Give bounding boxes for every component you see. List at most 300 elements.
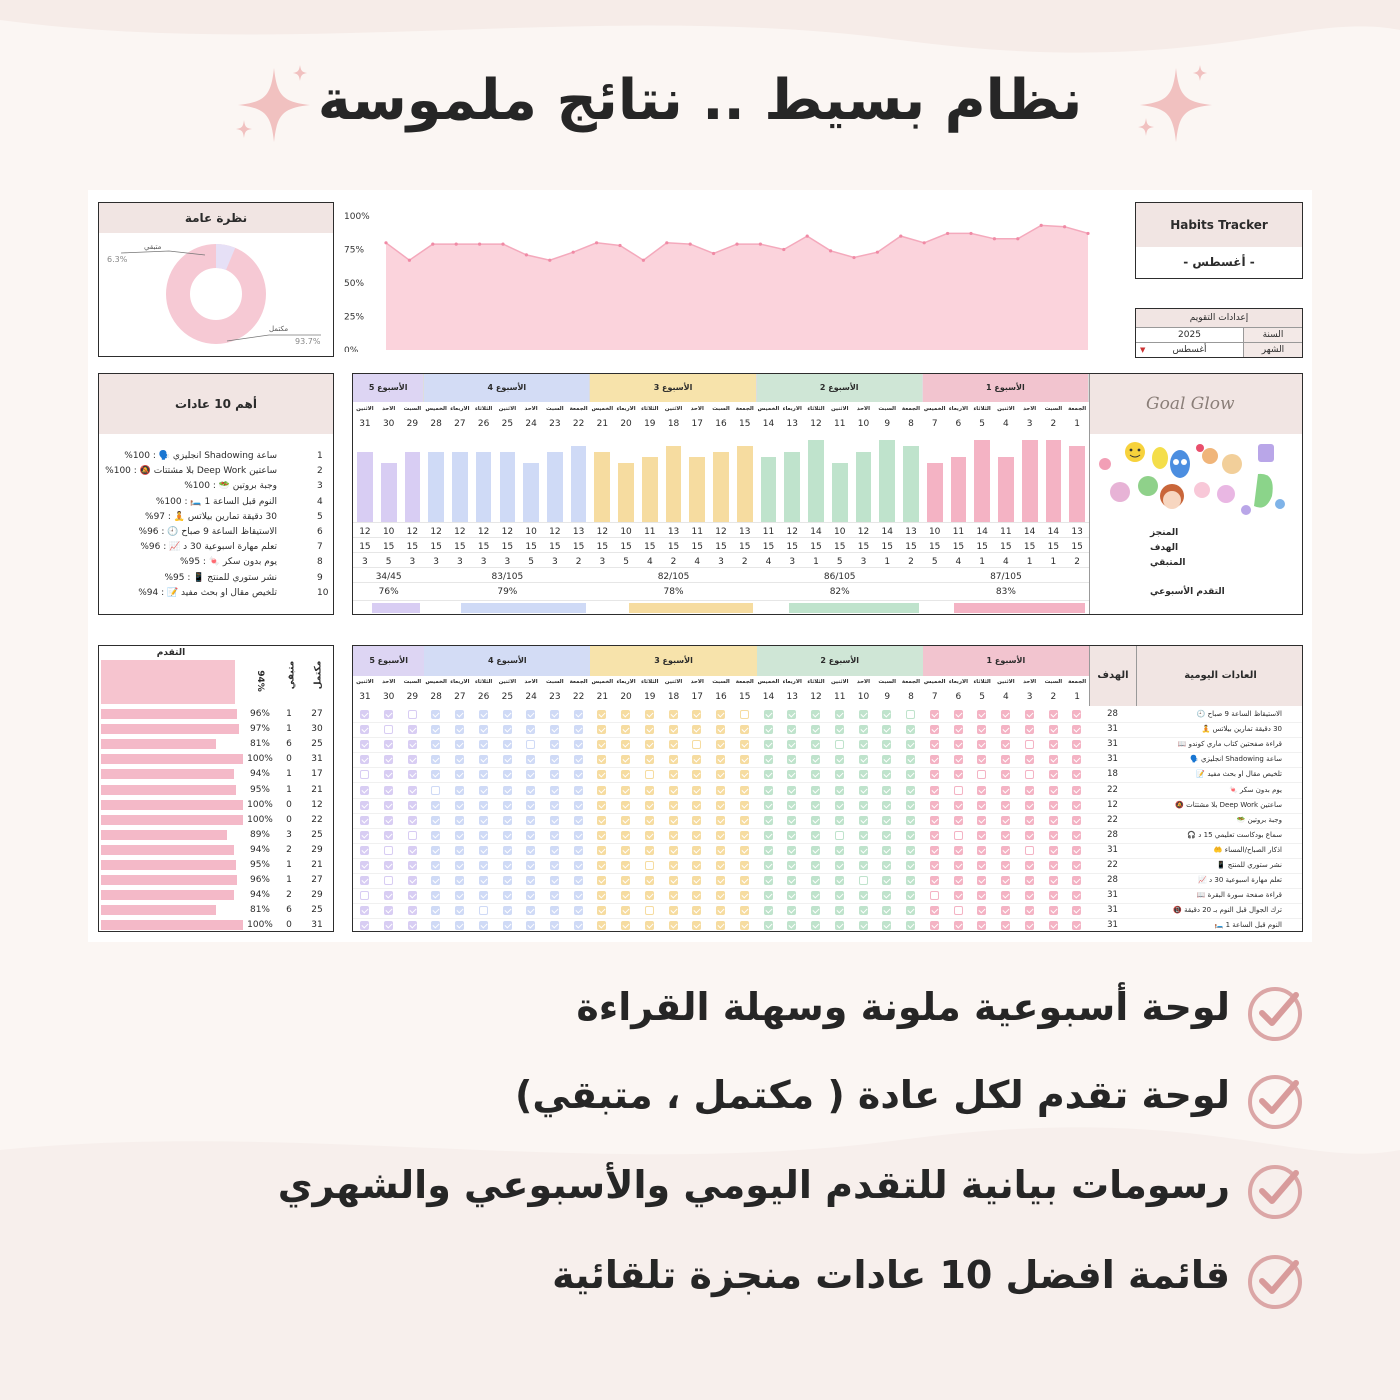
habit-checkbox[interactable] [977, 740, 986, 749]
habit-checkbox[interactable] [977, 861, 986, 870]
habit-checkbox[interactable] [621, 786, 630, 795]
habit-checkbox[interactable] [597, 740, 606, 749]
habit-checkbox[interactable] [455, 770, 464, 779]
habit-checkbox[interactable] [384, 876, 393, 885]
habit-checkbox[interactable] [977, 801, 986, 810]
habit-checkbox[interactable] [574, 786, 583, 795]
habit-checkbox[interactable] [526, 816, 535, 825]
habit-checkbox[interactable] [977, 906, 986, 915]
habit-checkbox[interactable] [930, 876, 939, 885]
habit-checkbox[interactable] [479, 831, 488, 840]
habit-checkbox[interactable] [384, 861, 393, 870]
habit-checkbox[interactable] [550, 755, 559, 764]
habit-checkbox[interactable] [408, 846, 417, 855]
habit-checkbox[interactable] [408, 786, 417, 795]
habit-checkbox[interactable] [811, 906, 820, 915]
habit-checkbox[interactable] [692, 861, 701, 870]
habit-checkbox[interactable] [1072, 816, 1081, 825]
habit-checkbox[interactable] [621, 846, 630, 855]
habit-checkbox[interactable] [811, 740, 820, 749]
habit-checkbox[interactable] [384, 831, 393, 840]
habit-checkbox[interactable] [930, 770, 939, 779]
habit-checkbox[interactable] [740, 770, 749, 779]
habit-checkbox[interactable] [621, 770, 630, 779]
habit-checkbox[interactable] [764, 755, 773, 764]
habit-checkbox[interactable] [1049, 710, 1058, 719]
habit-checkbox[interactable] [859, 921, 868, 930]
habit-checkbox[interactable] [479, 786, 488, 795]
habit-checkbox[interactable] [550, 831, 559, 840]
habit-checkbox[interactable] [597, 816, 606, 825]
habit-checkbox[interactable] [764, 725, 773, 734]
habit-checkbox[interactable] [692, 770, 701, 779]
habit-checkbox[interactable] [787, 921, 796, 930]
habit-checkbox[interactable] [503, 740, 512, 749]
habit-checkbox[interactable] [716, 801, 725, 810]
habit-checkbox[interactable] [692, 831, 701, 840]
habit-checkbox[interactable] [1072, 876, 1081, 885]
habit-checkbox[interactable] [669, 846, 678, 855]
habit-checkbox[interactable] [669, 831, 678, 840]
habit-checkbox[interactable] [859, 740, 868, 749]
habit-checkbox[interactable] [692, 725, 701, 734]
habit-checkbox[interactable] [621, 801, 630, 810]
habit-checkbox[interactable] [764, 891, 773, 900]
habit-checkbox[interactable] [669, 725, 678, 734]
habit-checkbox[interactable] [1025, 846, 1034, 855]
habit-checkbox[interactable] [1025, 801, 1034, 810]
habit-checkbox[interactable] [692, 816, 701, 825]
habit-checkbox[interactable] [882, 891, 891, 900]
habit-checkbox[interactable] [764, 876, 773, 885]
habit-checkbox[interactable] [906, 831, 915, 840]
habit-checkbox[interactable] [835, 786, 844, 795]
habit-checkbox[interactable] [930, 921, 939, 930]
habit-checkbox[interactable] [408, 831, 417, 840]
habit-checkbox[interactable] [597, 831, 606, 840]
habit-checkbox[interactable] [384, 710, 393, 719]
habit-checkbox[interactable] [526, 770, 535, 779]
habit-checkbox[interactable] [645, 861, 654, 870]
habit-checkbox[interactable] [669, 921, 678, 930]
habit-checkbox[interactable] [716, 710, 725, 719]
habit-checkbox[interactable] [526, 906, 535, 915]
habit-checkbox[interactable] [1001, 816, 1010, 825]
habit-checkbox[interactable] [859, 846, 868, 855]
habit-checkbox[interactable] [692, 786, 701, 795]
habit-checkbox[interactable] [479, 876, 488, 885]
habit-checkbox[interactable] [977, 755, 986, 764]
habit-checkbox[interactable] [764, 831, 773, 840]
habit-checkbox[interactable] [574, 906, 583, 915]
habit-checkbox[interactable] [597, 861, 606, 870]
habit-checkbox[interactable] [1072, 786, 1081, 795]
habit-checkbox[interactable] [645, 740, 654, 749]
habit-checkbox[interactable] [431, 770, 440, 779]
habit-checkbox[interactable] [835, 770, 844, 779]
habit-checkbox[interactable] [669, 891, 678, 900]
habit-checkbox[interactable] [977, 846, 986, 855]
habit-checkbox[interactable] [740, 725, 749, 734]
habit-checkbox[interactable] [526, 710, 535, 719]
habit-checkbox[interactable] [360, 770, 369, 779]
habit-checkbox[interactable] [479, 861, 488, 870]
habit-checkbox[interactable] [835, 906, 844, 915]
habit-checkbox[interactable] [574, 831, 583, 840]
habit-checkbox[interactable] [835, 755, 844, 764]
habit-checkbox[interactable] [859, 861, 868, 870]
habit-checkbox[interactable] [384, 801, 393, 810]
habit-checkbox[interactable] [764, 740, 773, 749]
habit-checkbox[interactable] [597, 725, 606, 734]
habit-checkbox[interactable] [835, 816, 844, 825]
habit-checkbox[interactable] [408, 710, 417, 719]
habit-checkbox[interactable] [479, 755, 488, 764]
habit-checkbox[interactable] [1049, 740, 1058, 749]
habit-checkbox[interactable] [1001, 710, 1010, 719]
habit-checkbox[interactable] [835, 725, 844, 734]
habit-checkbox[interactable] [431, 786, 440, 795]
habit-checkbox[interactable] [716, 876, 725, 885]
habit-checkbox[interactable] [431, 801, 440, 810]
habit-checkbox[interactable] [574, 740, 583, 749]
habit-checkbox[interactable] [360, 846, 369, 855]
habit-checkbox[interactable] [621, 921, 630, 930]
habit-checkbox[interactable] [645, 891, 654, 900]
habit-checkbox[interactable] [408, 770, 417, 779]
habit-checkbox[interactable] [526, 725, 535, 734]
habit-checkbox[interactable] [384, 725, 393, 734]
habit-checkbox[interactable] [787, 891, 796, 900]
habit-checkbox[interactable] [574, 861, 583, 870]
habit-checkbox[interactable] [455, 861, 464, 870]
habit-checkbox[interactable] [1001, 846, 1010, 855]
habit-checkbox[interactable] [384, 786, 393, 795]
habit-checkbox[interactable] [1049, 921, 1058, 930]
habit-checkbox[interactable] [574, 755, 583, 764]
habit-checkbox[interactable] [787, 725, 796, 734]
habit-checkbox[interactable] [574, 921, 583, 930]
habit-checkbox[interactable] [716, 906, 725, 915]
habit-checkbox[interactable] [692, 710, 701, 719]
habit-checkbox[interactable] [384, 755, 393, 764]
habit-checkbox[interactable] [384, 891, 393, 900]
habit-checkbox[interactable] [1049, 725, 1058, 734]
habit-checkbox[interactable] [954, 770, 963, 779]
habit-checkbox[interactable] [455, 876, 464, 885]
habit-checkbox[interactable] [716, 861, 725, 870]
habit-checkbox[interactable] [906, 755, 915, 764]
habit-checkbox[interactable] [550, 846, 559, 855]
habit-checkbox[interactable] [930, 816, 939, 825]
habit-checkbox[interactable] [882, 906, 891, 915]
habit-checkbox[interactable] [977, 710, 986, 719]
habit-checkbox[interactable] [977, 876, 986, 885]
habit-checkbox[interactable] [811, 861, 820, 870]
habit-checkbox[interactable] [954, 710, 963, 719]
habit-checkbox[interactable] [455, 846, 464, 855]
habit-checkbox[interactable] [621, 710, 630, 719]
habit-checkbox[interactable] [1049, 906, 1058, 915]
habit-checkbox[interactable] [550, 891, 559, 900]
habit-checkbox[interactable] [574, 816, 583, 825]
habit-checkbox[interactable] [384, 770, 393, 779]
habit-checkbox[interactable] [431, 876, 440, 885]
habit-checkbox[interactable] [882, 816, 891, 825]
habit-checkbox[interactable] [431, 861, 440, 870]
habit-checkbox[interactable] [550, 725, 559, 734]
habit-checkbox[interactable] [740, 846, 749, 855]
habit-checkbox[interactable] [740, 891, 749, 900]
habit-checkbox[interactable] [503, 816, 512, 825]
habit-checkbox[interactable] [1049, 831, 1058, 840]
habit-checkbox[interactable] [1025, 725, 1034, 734]
habit-checkbox[interactable] [716, 846, 725, 855]
habit-checkbox[interactable] [360, 755, 369, 764]
habit-checkbox[interactable] [811, 710, 820, 719]
habit-checkbox[interactable] [597, 846, 606, 855]
chevron-down-icon[interactable]: ▼ [1140, 346, 1146, 354]
habit-checkbox[interactable] [954, 755, 963, 764]
habit-checkbox[interactable] [669, 861, 678, 870]
habit-checkbox[interactable] [408, 906, 417, 915]
habit-checkbox[interactable] [455, 816, 464, 825]
habit-checkbox[interactable] [1001, 786, 1010, 795]
habit-checkbox[interactable] [930, 891, 939, 900]
habit-checkbox[interactable] [954, 786, 963, 795]
habit-checkbox[interactable] [906, 740, 915, 749]
habit-checkbox[interactable] [787, 816, 796, 825]
habit-checkbox[interactable] [503, 846, 512, 855]
habit-checkbox[interactable] [1072, 861, 1081, 870]
habit-checkbox[interactable] [882, 846, 891, 855]
habit-checkbox[interactable] [882, 921, 891, 930]
habit-checkbox[interactable] [503, 755, 512, 764]
habit-checkbox[interactable] [977, 831, 986, 840]
habit-checkbox[interactable] [550, 801, 559, 810]
habit-checkbox[interactable] [526, 801, 535, 810]
habit-checkbox[interactable] [645, 755, 654, 764]
habit-checkbox[interactable] [764, 770, 773, 779]
habit-checkbox[interactable] [1025, 906, 1034, 915]
habit-checkbox[interactable] [431, 816, 440, 825]
habit-checkbox[interactable] [503, 801, 512, 810]
habit-checkbox[interactable] [1001, 831, 1010, 840]
habit-checkbox[interactable] [740, 801, 749, 810]
habit-checkbox[interactable] [930, 740, 939, 749]
habit-checkbox[interactable] [787, 831, 796, 840]
habit-checkbox[interactable] [503, 786, 512, 795]
habit-checkbox[interactable] [645, 876, 654, 885]
habit-checkbox[interactable] [811, 816, 820, 825]
habit-checkbox[interactable] [835, 740, 844, 749]
habit-checkbox[interactable] [692, 891, 701, 900]
habit-checkbox[interactable] [645, 770, 654, 779]
habit-checkbox[interactable] [740, 740, 749, 749]
habit-checkbox[interactable] [977, 725, 986, 734]
habit-checkbox[interactable] [930, 801, 939, 810]
habit-checkbox[interactable] [882, 725, 891, 734]
habit-checkbox[interactable] [550, 770, 559, 779]
habit-checkbox[interactable] [669, 755, 678, 764]
habit-checkbox[interactable] [645, 921, 654, 930]
habit-checkbox[interactable] [859, 710, 868, 719]
habit-checkbox[interactable] [408, 861, 417, 870]
habit-checkbox[interactable] [954, 816, 963, 825]
habit-checkbox[interactable] [574, 876, 583, 885]
habit-checkbox[interactable] [526, 891, 535, 900]
habit-checkbox[interactable] [859, 906, 868, 915]
habit-checkbox[interactable] [645, 831, 654, 840]
habit-checkbox[interactable] [408, 725, 417, 734]
habit-checkbox[interactable] [692, 740, 701, 749]
habit-checkbox[interactable] [764, 710, 773, 719]
habit-checkbox[interactable] [479, 710, 488, 719]
habit-checkbox[interactable] [408, 891, 417, 900]
habit-checkbox[interactable] [859, 786, 868, 795]
habit-checkbox[interactable] [1025, 876, 1034, 885]
habit-checkbox[interactable] [1049, 770, 1058, 779]
habit-checkbox[interactable] [954, 906, 963, 915]
habit-checkbox[interactable] [1072, 740, 1081, 749]
habit-checkbox[interactable] [574, 770, 583, 779]
habit-checkbox[interactable] [621, 861, 630, 870]
habit-checkbox[interactable] [835, 801, 844, 810]
habit-checkbox[interactable] [954, 891, 963, 900]
habit-checkbox[interactable] [930, 786, 939, 795]
habit-checkbox[interactable] [479, 891, 488, 900]
habit-checkbox[interactable] [1072, 801, 1081, 810]
habit-checkbox[interactable] [645, 906, 654, 915]
habit-checkbox[interactable] [597, 710, 606, 719]
habit-checkbox[interactable] [1072, 710, 1081, 719]
habit-checkbox[interactable] [882, 876, 891, 885]
habit-checkbox[interactable] [716, 740, 725, 749]
habit-checkbox[interactable] [1049, 801, 1058, 810]
habit-checkbox[interactable] [811, 876, 820, 885]
habit-checkbox[interactable] [716, 816, 725, 825]
habit-checkbox[interactable] [1025, 861, 1034, 870]
habit-checkbox[interactable] [716, 921, 725, 930]
habit-checkbox[interactable] [621, 891, 630, 900]
habit-checkbox[interactable] [526, 861, 535, 870]
habit-checkbox[interactable] [835, 846, 844, 855]
habit-checkbox[interactable] [360, 786, 369, 795]
habit-checkbox[interactable] [882, 801, 891, 810]
habit-checkbox[interactable] [906, 816, 915, 825]
habit-checkbox[interactable] [1049, 861, 1058, 870]
habit-checkbox[interactable] [384, 906, 393, 915]
habit-checkbox[interactable] [930, 755, 939, 764]
habit-checkbox[interactable] [1072, 906, 1081, 915]
habit-checkbox[interactable] [740, 861, 749, 870]
habit-checkbox[interactable] [479, 921, 488, 930]
habit-checkbox[interactable] [811, 770, 820, 779]
habit-checkbox[interactable] [716, 786, 725, 795]
habit-checkbox[interactable] [882, 710, 891, 719]
habit-checkbox[interactable] [360, 801, 369, 810]
habit-checkbox[interactable] [882, 831, 891, 840]
habit-checkbox[interactable] [597, 921, 606, 930]
habit-checkbox[interactable] [550, 876, 559, 885]
habit-checkbox[interactable] [645, 786, 654, 795]
habit-checkbox[interactable] [408, 816, 417, 825]
habit-checkbox[interactable] [503, 710, 512, 719]
habit-checkbox[interactable] [597, 906, 606, 915]
habit-checkbox[interactable] [431, 755, 440, 764]
habit-checkbox[interactable] [882, 786, 891, 795]
habit-checkbox[interactable] [550, 816, 559, 825]
habit-checkbox[interactable] [621, 755, 630, 764]
habit-checkbox[interactable] [764, 846, 773, 855]
habit-checkbox[interactable] [859, 801, 868, 810]
habit-checkbox[interactable] [859, 755, 868, 764]
habit-checkbox[interactable] [503, 906, 512, 915]
habit-checkbox[interactable] [408, 755, 417, 764]
habit-checkbox[interactable] [1072, 725, 1081, 734]
habit-checkbox[interactable] [811, 801, 820, 810]
habit-checkbox[interactable] [550, 786, 559, 795]
habit-checkbox[interactable] [692, 801, 701, 810]
habit-checkbox[interactable] [954, 921, 963, 930]
habit-checkbox[interactable] [859, 725, 868, 734]
habit-checkbox[interactable] [503, 725, 512, 734]
habit-checkbox[interactable] [1001, 861, 1010, 870]
habit-checkbox[interactable] [621, 740, 630, 749]
habit-checkbox[interactable] [764, 921, 773, 930]
habit-checkbox[interactable] [764, 861, 773, 870]
habit-checkbox[interactable] [906, 921, 915, 930]
habit-checkbox[interactable] [835, 710, 844, 719]
habit-checkbox[interactable] [574, 891, 583, 900]
habit-checkbox[interactable] [360, 710, 369, 719]
habit-checkbox[interactable] [977, 816, 986, 825]
habit-checkbox[interactable] [455, 831, 464, 840]
habit-checkbox[interactable] [431, 846, 440, 855]
habit-checkbox[interactable] [954, 876, 963, 885]
habit-checkbox[interactable] [431, 710, 440, 719]
habit-checkbox[interactable] [764, 801, 773, 810]
habit-checkbox[interactable] [954, 831, 963, 840]
habit-checkbox[interactable] [764, 816, 773, 825]
habit-checkbox[interactable] [1001, 801, 1010, 810]
habit-checkbox[interactable] [811, 725, 820, 734]
habit-checkbox[interactable] [954, 846, 963, 855]
habit-checkbox[interactable] [550, 921, 559, 930]
habit-checkbox[interactable] [360, 906, 369, 915]
habit-checkbox[interactable] [574, 846, 583, 855]
habit-checkbox[interactable] [360, 831, 369, 840]
habit-checkbox[interactable] [1049, 891, 1058, 900]
habit-checkbox[interactable] [787, 801, 796, 810]
habit-checkbox[interactable] [431, 921, 440, 930]
habit-checkbox[interactable] [479, 770, 488, 779]
habit-checkbox[interactable] [669, 801, 678, 810]
habit-checkbox[interactable] [384, 921, 393, 930]
habit-checkbox[interactable] [930, 831, 939, 840]
habit-checkbox[interactable] [360, 816, 369, 825]
habit-checkbox[interactable] [408, 801, 417, 810]
habit-checkbox[interactable] [740, 755, 749, 764]
habit-checkbox[interactable] [669, 876, 678, 885]
habit-checkbox[interactable] [621, 831, 630, 840]
habit-checkbox[interactable] [645, 801, 654, 810]
habit-checkbox[interactable] [455, 891, 464, 900]
habit-checkbox[interactable] [930, 861, 939, 870]
habit-checkbox[interactable] [835, 831, 844, 840]
habit-checkbox[interactable] [1072, 770, 1081, 779]
habit-checkbox[interactable] [1001, 876, 1010, 885]
